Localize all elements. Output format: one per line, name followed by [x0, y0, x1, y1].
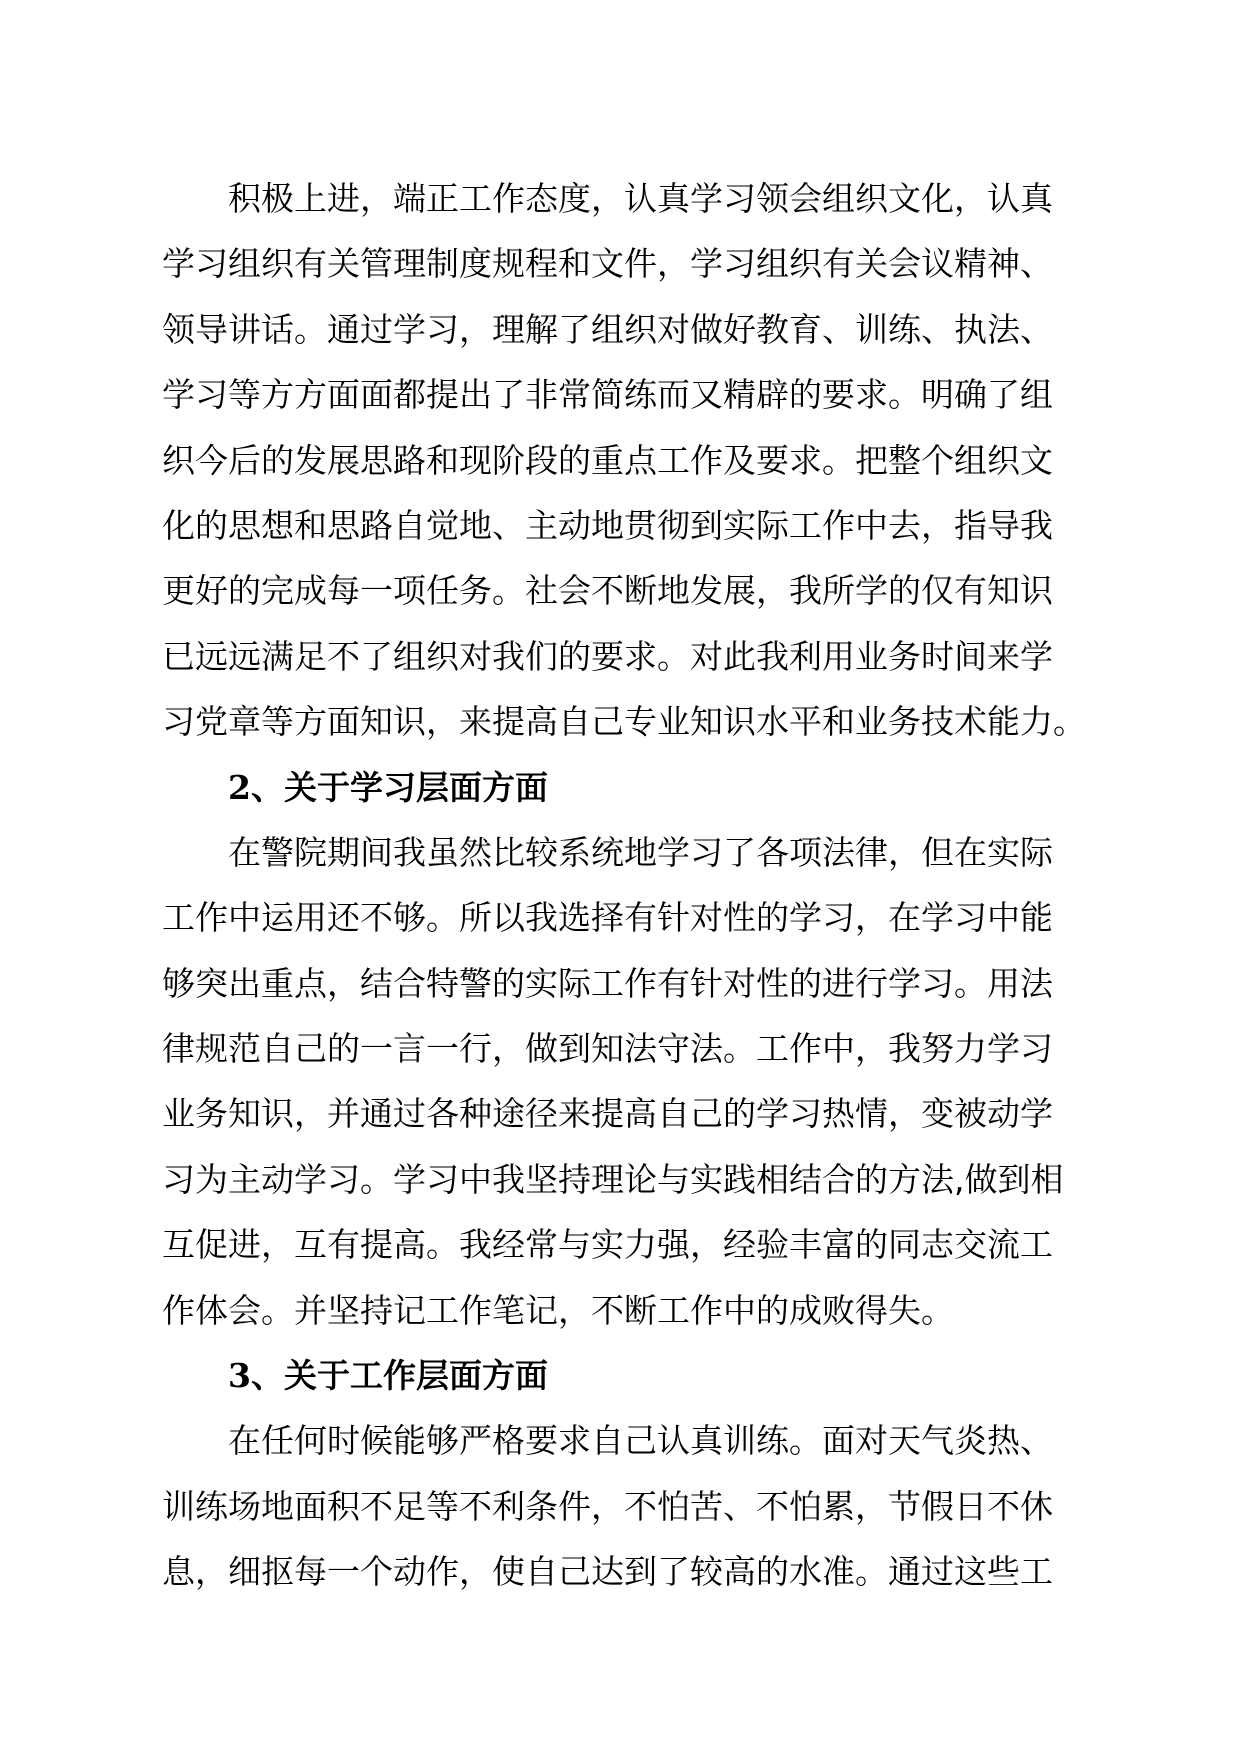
- paragraph-line: 习为主动学习。学习中我坚持理论与实践相结合的方法,做到相: [162, 1159, 1064, 1199]
- paragraph-line: 已远远满足不了组织对我们的要求。对此我利用业务时间来学: [162, 636, 1053, 676]
- paragraph-line: 学习组织有关管理制度规程和文件，学习组织有关会议精神、: [162, 244, 1053, 284]
- paragraph-line: 在警院期间我虽然比较系统地学习了各项法律，但在实际: [228, 832, 1053, 872]
- paragraph-line: 业务知识，并通过各种途径来提高自己的学习热情，变被动学: [162, 1094, 1053, 1134]
- paragraph-line: 化的思想和思路自觉地、主动地贯彻到实际工作中去，指导我: [162, 505, 1053, 545]
- paragraph-line: 织今后的发展思路和现阶段的重点工作及要求。把整个组织文: [162, 440, 1053, 480]
- paragraph-line: 积极上进，端正工作态度，认真学习领会组织文化，认真: [228, 179, 1053, 218]
- paragraph-line: 领导讲话。通过学习，理解了组织对做好教育、训练、执法、: [162, 309, 1053, 349]
- paragraph-line: 工作中运用还不够。所以我选择有针对性的学习，在学习中能: [162, 898, 1053, 938]
- paragraph-line: 够突出重点，结合特警的实际工作有针对性的进行学习。用法: [162, 963, 1053, 1003]
- section-heading: 3、关于工作层面方面: [228, 1356, 548, 1396]
- paragraph-line: 更好的完成每一项任务。社会不断地发展，我所学的仅有知识: [162, 571, 1053, 611]
- paragraph-line: 训练场地面积不足等不利条件，不怕苦、不怕累，节假日不休: [162, 1486, 1053, 1526]
- paragraph-line: 作体会。并坚持记工作笔记，不断工作中的成败得失。: [162, 1290, 954, 1330]
- paragraph-line: 互促进，互有提高。我经常与实力强，经验丰富的同志交流工: [162, 1225, 1053, 1265]
- paragraph-line: 律规范自己的一言一行，做到知法守法。工作中，我努力学习: [162, 1029, 1053, 1069]
- document-body: [162, 166, 1086, 1605]
- paragraph-line: 息，细抠每一个动作，使自己达到了较高的水准。通过这些工: [162, 1552, 1053, 1592]
- paragraph-line: 学习等方方面面都提出了非常简练而又精辟的要求。明确了组: [162, 375, 1053, 415]
- paragraph-line: 习党章等方面知识，来提高自己专业知识水平和业务技术能力。: [162, 702, 1086, 742]
- paragraph-line: 在任何时候能够严格要求自己认真训练。面对天气炎热、: [228, 1421, 1053, 1461]
- section-heading: 2、关于学习层面方面: [228, 767, 548, 807]
